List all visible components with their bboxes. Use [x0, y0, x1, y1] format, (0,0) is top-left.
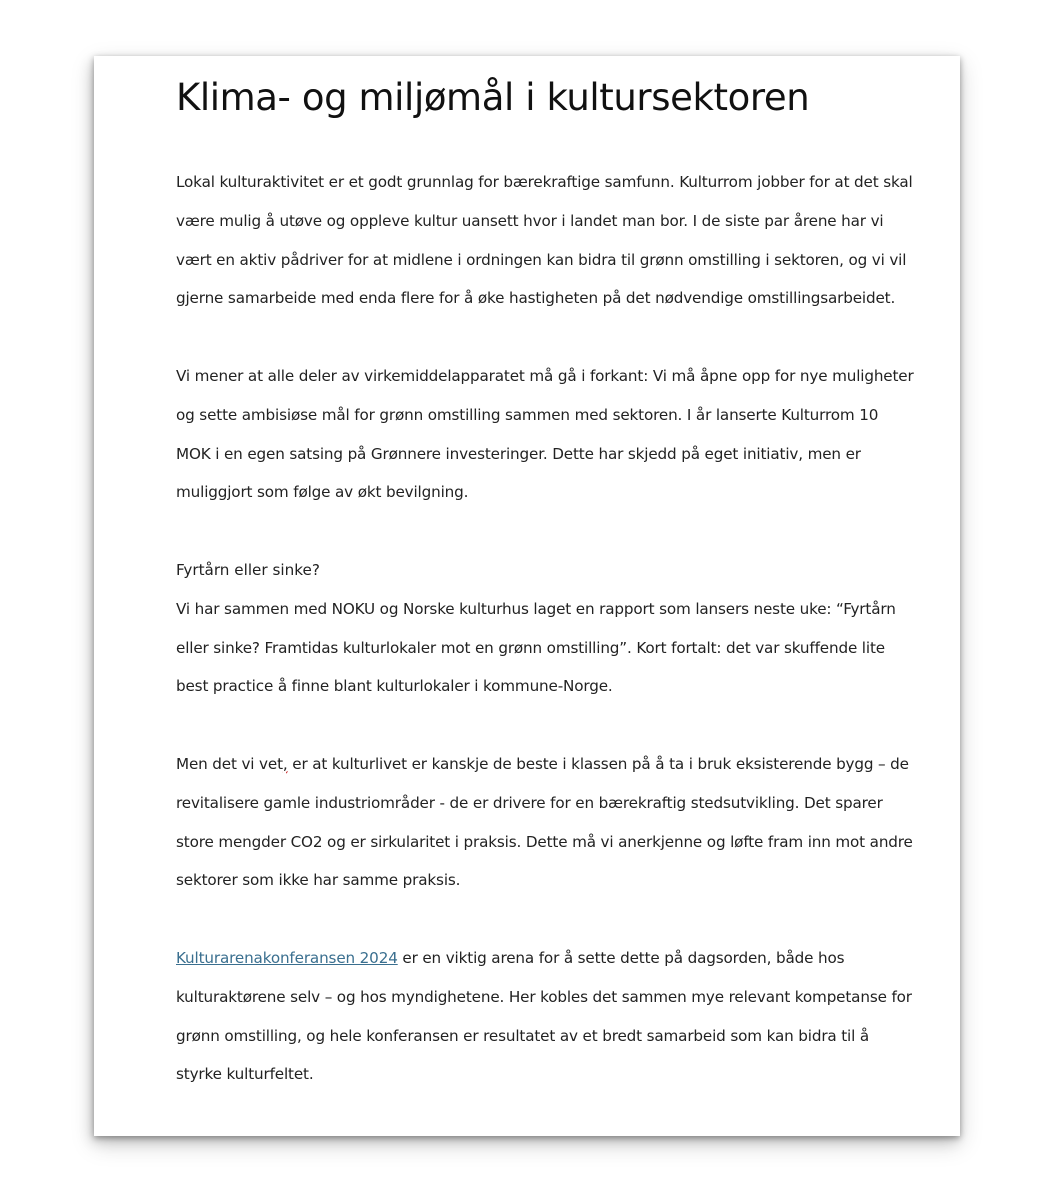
spacer	[176, 122, 916, 163]
document-page	[94, 56, 960, 1136]
document-title: Klima- og miljømål i kultursektoren	[176, 76, 810, 119]
paragraph-1: Lokal kulturaktivitet er et godt grunnlag for bærekraftige samfunn. Kulturrom jobber for at det skal være mulig å utøve og oppleve kultur uansett hvor i landet man bor. I de siste par årene har vi vært en aktiv pådriver for at midlene i ordningen kan bidra til grønn omstilling i sektoren, og vi vil gjerne samarbeide med enda flere for å øke hastigheten på det nødvendige omstillingsarbeidet.	[176, 173, 913, 308]
paragraph-2: Vi mener at alle deler av virkemiddelapparatet må gå i forkant: Vi må åpne opp for nye muligheter og sette ambisiøse mål for grønn omstilling sammen med sektoren. I år lanserte Kulturrom 10 MOK i en egen satsing på Grønnere investeringer. Dette har skjedd på eget initiativ, men er muliggjort som følge av økt bevilgning.	[176, 366, 914, 502]
paragraph-5	[176, 939, 916, 1094]
spacer	[176, 900, 916, 939]
spacer	[176, 512, 916, 551]
spacer	[176, 706, 916, 745]
paragraph-5-rest: er en viktig arena for å sette dette på dagsorden, både hos kulturaktørene selv – og hos myndighetene. Her kobles det sammen mye relevant kompetanse for grønn omstilling, og hele konferansen er resultatet av et bredt samarbeid som kan bidra til å styrke kulturfeltet.	[176, 948, 912, 1084]
paragraph-3: Vi har sammen med NOKU og Norske kulturhus laget en rapport som lansers neste uke: “Fyrtårn eller sinke? Framtidas kulturlokaler mot en grønn omstilling”. Kort fortalt: det var skuffende lite best practice å finne blant kulturlokaler i kommune-Norge.	[176, 599, 896, 696]
paragraph-4	[176, 745, 916, 900]
spacer	[176, 318, 916, 357]
conference-link[interactable]: Kulturarenakonferansen 2024	[176, 948, 398, 967]
document-body	[176, 74, 916, 1094]
spellcheck-mark[interactable]: ,	[282, 754, 288, 773]
paragraph-4-rest: er at kulturlivet er kanskje de beste i klassen på å ta i bruk eksisterende bygg – de revitalisere gamle industriområder - de er drivere for en bærekraftig stedsutvikling. Det sparer store mengder CO2 og er sirkularitet i praksis. Dette må vi anerkjenne og løfte fram inn mot andre sektorer som ikke har samme praksis.	[176, 754, 913, 890]
paragraph-4-start: Men det vi vet	[176, 754, 283, 773]
section-heading: Fyrtårn eller sinke?	[176, 560, 320, 579]
